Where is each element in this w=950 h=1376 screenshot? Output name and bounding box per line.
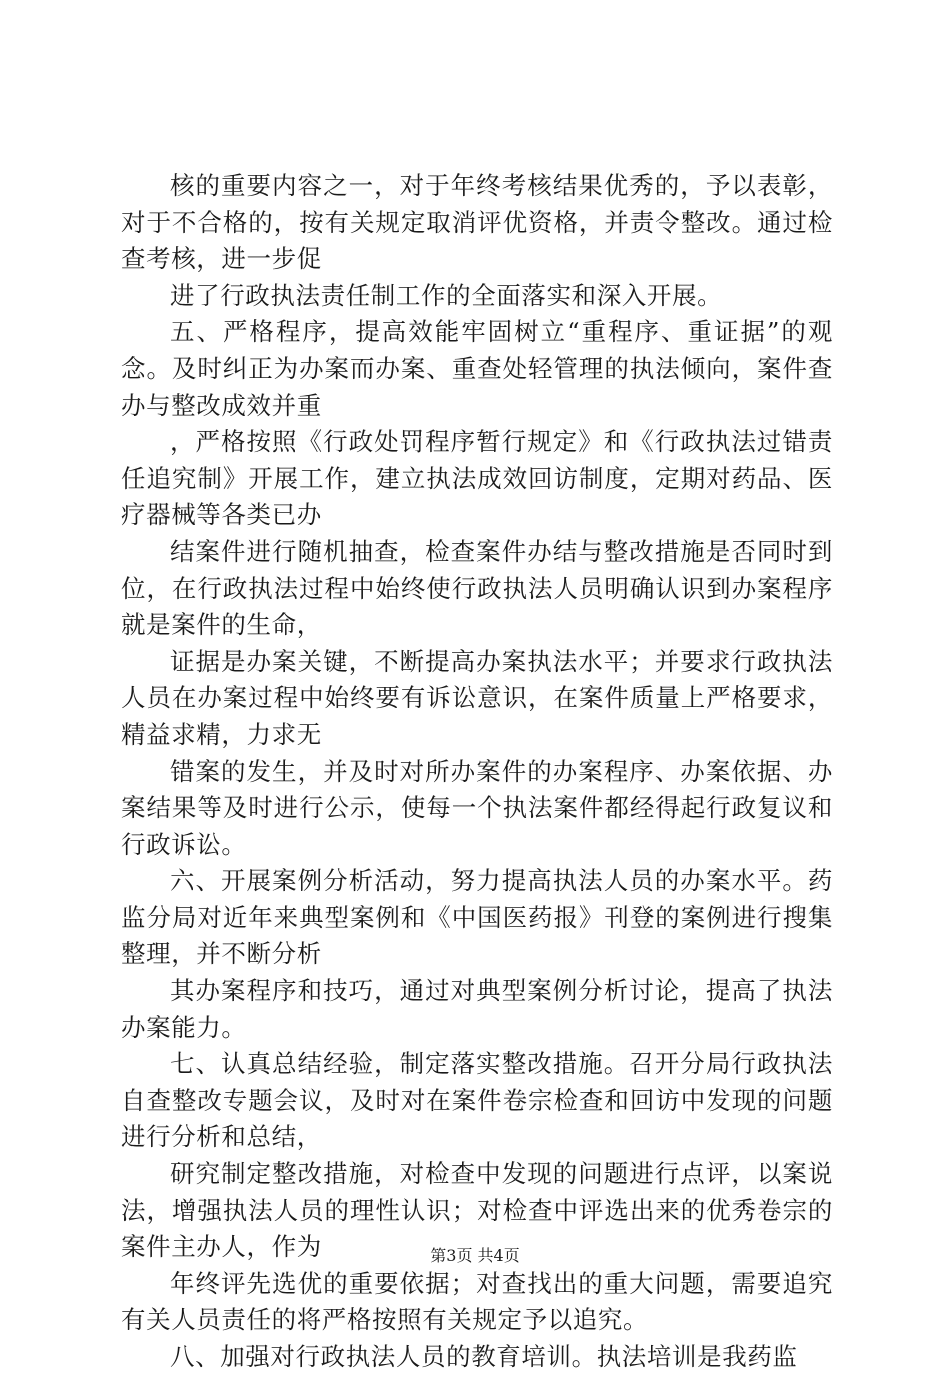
paragraph-12: 年终评先选优的重要依据；对查找出的重大问题，需要追究有关人员责任的将严格按照有关规定予以追究。 bbox=[121, 1268, 833, 1335]
paragraph-2: 进了行政执法责任制工作的全面落实和深入开展。 bbox=[170, 280, 723, 310]
paragraph-1: 核的重要内容之一，对于年终考核结果优秀的，予以表彰，对于不合格的，按有关规定取消评优资格，并责令整改。通过检查考核，进一步促 bbox=[121, 171, 833, 274]
paragraph-6: 证据是办案关键，不断提高办案执法水平；并要求行政执法人员在办案过程中始终要有诉讼意识，在案件质量上严格要求，精益求精，力求无 bbox=[121, 646, 833, 749]
document-body bbox=[121, 168, 833, 1376]
paragraph-5: 结案件进行随机抽查，检查案件办结与整改措施是否同时到位，在行政执法过程中始终使行政执法人员明确认识到办案程序就是案件的生命， bbox=[121, 536, 833, 640]
paragraph-13: 八、加强对行政执法人员的教育培训。执法培训是我药监 bbox=[170, 1342, 798, 1371]
paragraph-9: 其办案程序和技巧，通过对典型案例分析讨论，提高了执法办案能力。 bbox=[121, 976, 833, 1042]
paragraph-4: ，严格按照《行政处罚程序暂行规定》和《行政执法过错责任追究制》开展工作，建立执法成效回访制度，定期对药品、医疗器械等各类已办 bbox=[121, 427, 833, 530]
paragraph-3: 五、严格程序，提高效能牢固树立“重程序、重证据”的观念。及时纠正为办案而办案、重查处轻管理的执法倾向，案件查办与整改成效并重 bbox=[121, 317, 833, 420]
page-number-footer: 第3页 共4页 bbox=[430, 1246, 520, 1265]
paragraph-11: 研究制定整改措施，对检查中发现的问题进行点评，以案说法，增强执法人员的理性认识；对检查中评选出来的优秀卷宗的案件主办人，作为 bbox=[121, 1159, 833, 1262]
paragraph-10: 七、认真总结经验，制定落实整改措施。召开分局行政执法自查整改专题会议，及时对在案件卷宗检查和回访中发现的问题进行分析和总结， bbox=[121, 1049, 833, 1152]
paragraph-7: 错案的发生，并及时对所办案件的办案程序、办案依据、办案结果等及时进行公示，使每一个执法案件都经得起行政复议和行政诉讼。 bbox=[121, 756, 833, 859]
paragraph-8: 六、开展案例分析活动，努力提高执法人员的办案水平。药监分局对近年来典型案例和《中国医药报》刊登的案例进行搜集整理，并不断分析 bbox=[121, 866, 833, 969]
